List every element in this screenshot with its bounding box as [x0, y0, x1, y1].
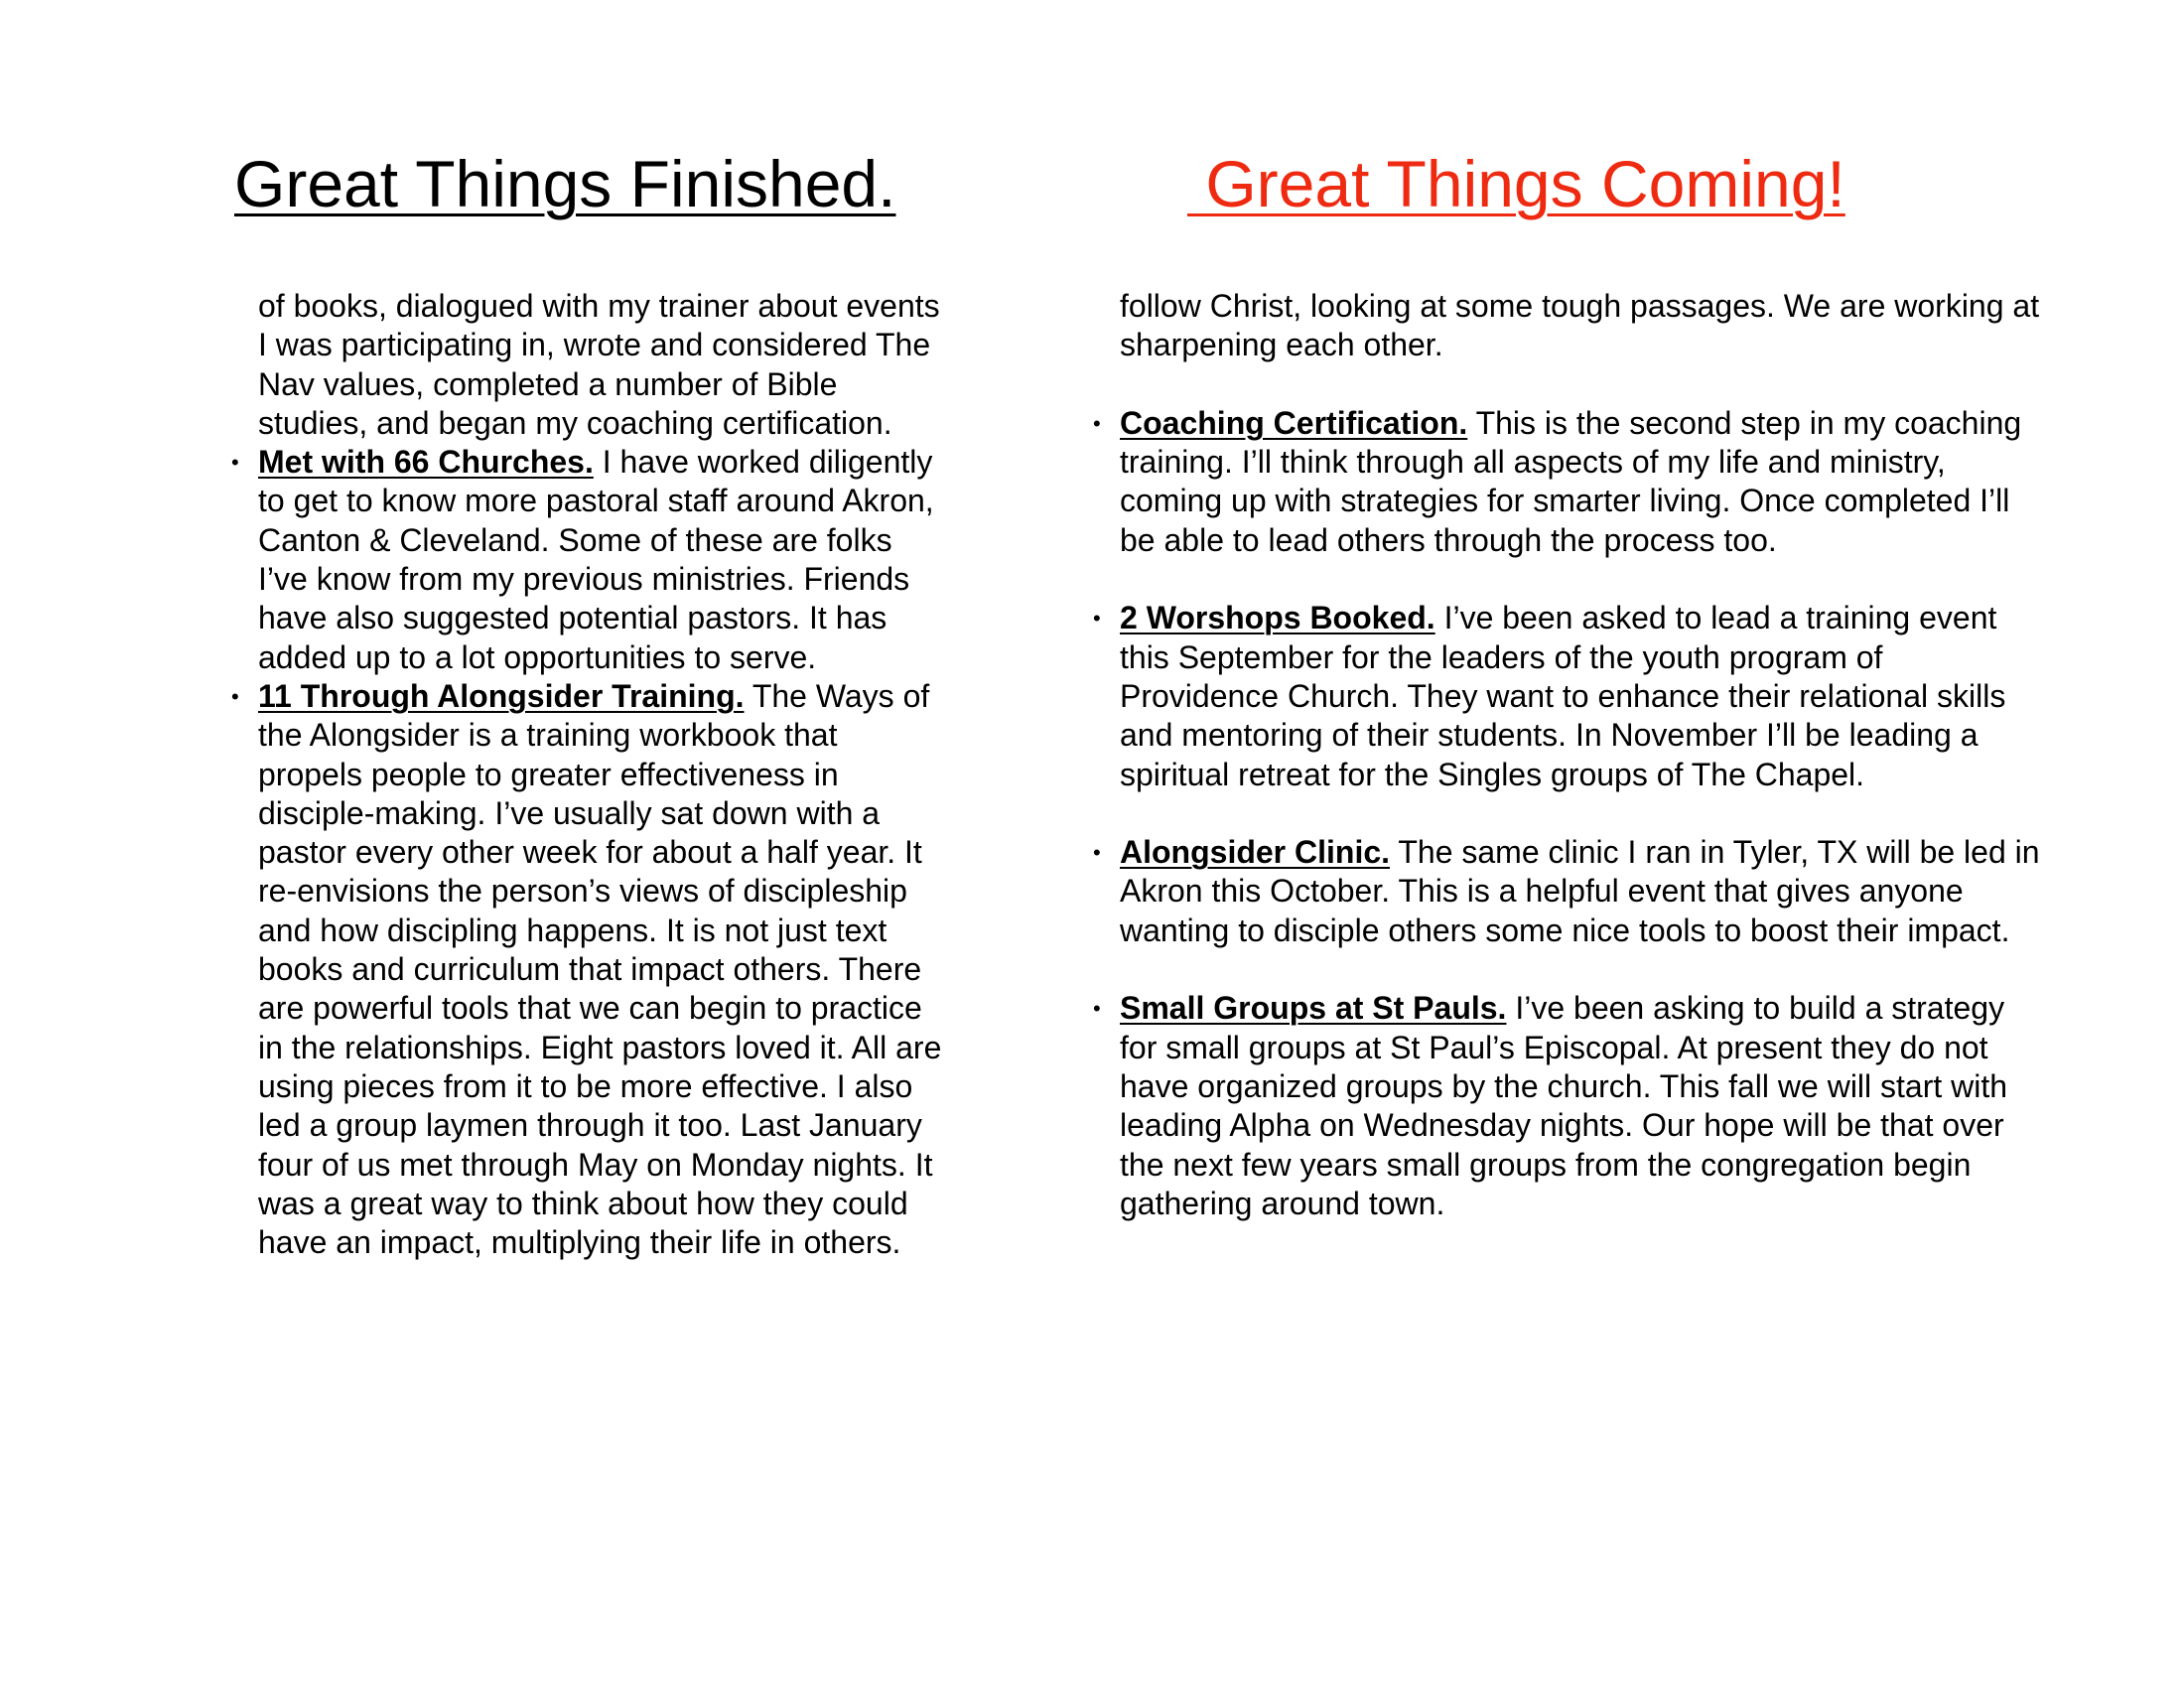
bullet-icon: •: [1093, 410, 1101, 436]
coming-item-text: I’ve been asked to lead a training event this September for the leaders of the youth program of Providence Church. They want to enhance their relational skills and mentoring of their students. In November I’ll be leading a spiritual retreat for the Singles groups of The Chapel.: [1120, 600, 2006, 792]
finished-item-title: Met with 66 Churches.: [258, 444, 594, 481]
coming-item-title: Small Groups at St Pauls.: [1120, 990, 1507, 1027]
finished-heading: Great Things Finished.: [234, 147, 896, 220]
bullet-icon: •: [231, 450, 239, 476]
bullet-icon: •: [1093, 840, 1101, 866]
finished-item-text: I have worked diligently to get to know more pastoral staff around Akron, Canton & Cleveland. Some of these are folks I’ve know from my previous ministries. Friends have also suggested potential pastors. It has added up to a lot opportunities to serve.: [258, 444, 934, 675]
coming-heading: Great Things Coming!: [1187, 147, 1845, 220]
coming-item-text: This is the second step in my coaching training. I’ll think through all aspects of my life and ministry, coming up with strategies for smarter living. Once completed I’ll be able to lead others through the process too.: [1120, 404, 2022, 558]
coming-item-title: Coaching Certification.: [1120, 404, 1468, 441]
finished-item-alongsider-training: [231, 677, 943, 1262]
finished-item-title: 11 Through Alongsider Training.: [258, 677, 745, 714]
finished-item-churches: [231, 443, 943, 677]
coming-item-workshops: [1093, 599, 2043, 793]
coming-item-text: I’ve been asking to build a strategy for small groups at St Paul’s Episcopal. At present they do not have organized groups by the church. This fall we will start with leading Alpha on Wednesday nights. Our hope will be that over the next few years small groups from the congregation begin gathering around town.: [1120, 990, 2008, 1221]
coming-item-small-groups: [1093, 989, 2043, 1223]
coming-item-text: The same clinic I ran in Tyler, TX will be led in Akron this October. This is a helpful event that gives anyone wanting to disciple others some nice tools to boost their impact.: [1120, 834, 2040, 948]
coming-column: [1093, 287, 2043, 1223]
coming-item-title: Alongsider Clinic.: [1120, 834, 1391, 871]
finished-column: [231, 287, 943, 1262]
coming-intro-text: follow Christ, looking at some tough passages. We are working at sharpening each other.: [1120, 288, 2040, 363]
finished-item-text: The Ways of the Alongsider is a training workbook that propels people to greater effectiveness in disciple-making. I’ve usually sat down with a pastor every other week for about a half year. It re-envisions the person’s views of discipleship and how discipling happens. It is not just text books and curriculum that impact others. There are powerful tools that we can begin to practice in the relationships. Eight pastors loved it. All are using pieces from it to be more effective. I also led a group laymen through it too. Last January four of us met through May on Monday nights. It was a great way to think about how they could have an impact, multiplying their life in others.: [258, 677, 942, 1261]
coming-item-clinic: [1093, 833, 2043, 950]
bullet-icon: •: [231, 683, 239, 709]
bullet-icon: •: [1093, 996, 1101, 1022]
finished-intro-text: of books, dialogued with my trainer about events I was participating in, wrote and considered The Nav values, completed a number of Bible studies, and began my coaching certification.: [258, 288, 940, 441]
coming-item-coaching: [1093, 404, 2043, 560]
bullet-icon: •: [1093, 606, 1101, 632]
coming-item-title: 2 Worshops Booked.: [1120, 600, 1435, 636]
